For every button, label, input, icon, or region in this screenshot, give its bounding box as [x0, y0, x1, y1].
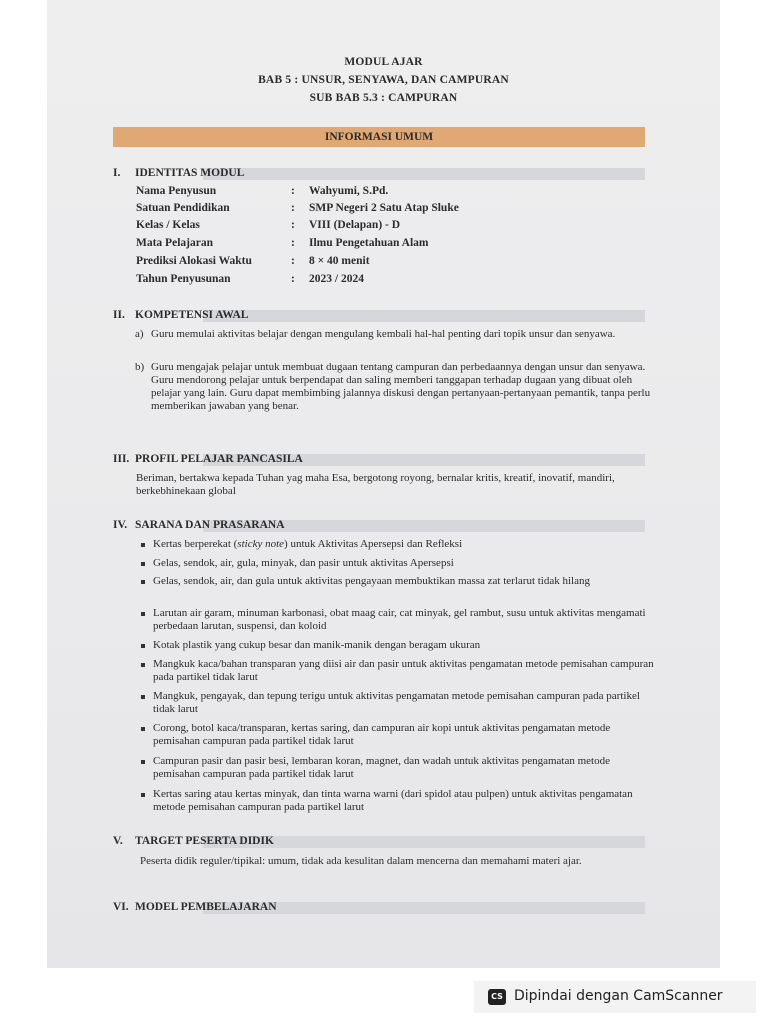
subchapter-title: SUB BAB 5.3 : CAMPURAN	[309, 92, 458, 104]
bullet-icon	[141, 580, 145, 584]
section-target-peserta	[113, 834, 645, 848]
section-number: II.	[113, 309, 125, 321]
section-number: VI.	[113, 901, 129, 913]
identitas-colon: :	[291, 185, 295, 197]
section-sarana-prasarana	[113, 518, 645, 532]
section-profil-pelajar	[113, 452, 645, 466]
bullet-icon	[141, 727, 145, 731]
sarana-text: Larutan air garam, minuman karbonasi, obat maag cair, cat minyak, gel rambut, susu untuk aktivitas mengamati perbedaan larutan, suspensi, dan koloid	[153, 607, 646, 632]
sarana-text: Mangkuk kaca/bahan transparan yang diisi air dan pasir untuk aktivitas pengamatan metode pemisahan campuran pada partikel tidak larut	[153, 658, 654, 683]
bullet-icon	[141, 612, 145, 616]
sarana-text: Kotak plastik yang cukup besar dan manik-manik dengan beragam ukuran	[153, 639, 481, 651]
identitas-value: 8 × 40 menit	[309, 255, 370, 267]
section-title: IDENTITAS MODUL	[135, 167, 245, 179]
section-number: I.	[113, 167, 121, 179]
kompetensi-text: Guru memulai aktivitas belajar dengan mengulang kembali hal-hal penting dari topik unsur dan senyawa.	[151, 328, 616, 340]
list-marker: a)	[135, 328, 144, 340]
identitas-value: 2023 / 2024	[309, 273, 364, 285]
sarana-text: Gelas, sendok, air, gula, minyak, dan pasir untuk aktivitas Apersepsi	[153, 557, 454, 569]
bullet-icon	[141, 695, 145, 699]
sticky-note-term: sticky note	[237, 538, 285, 550]
sarana-text: Kertas berperekat (sticky note) untuk Aktivitas Apersepsi dan Refleksi	[153, 538, 463, 550]
bullet-icon	[141, 793, 145, 797]
identitas-value: VIII (Delapan) - D	[309, 219, 401, 231]
sarana-text: Mangkuk, pengayak, dan tepung terigu untuk aktivitas pengamatan metode pemisahan campuran pada partikel tidak larut	[153, 690, 640, 715]
identitas-colon: :	[291, 255, 295, 267]
identitas-colon: :	[291, 219, 295, 231]
section-bar	[203, 310, 645, 322]
section-model-pembelajaran	[113, 900, 645, 914]
bullet-icon	[141, 543, 145, 547]
identitas-label: Satuan Pendidikan	[136, 202, 230, 214]
sarana-text: Campuran pasir dan pasir besi, lembaran koran, magnet, dan wadah untuk aktivitas pengamatan metode pemisahan campuran pada partikel tidak larut	[153, 755, 610, 780]
identitas-value: Ilmu Pengetahuan Alam	[309, 237, 429, 249]
module-title: MODUL AJAR	[344, 56, 423, 68]
identitas-label: Prediksi Alokasi Waktu	[136, 255, 252, 267]
section-identitas-modul	[113, 166, 645, 180]
section-number: III.	[113, 453, 130, 465]
scanned-page	[47, 0, 720, 968]
profil-text: Beriman, bertakwa kepada Tuhan yag maha Esa, bergotong royong, bernalar kritis, kreatif, inovatif, mandiri, berkebhinekaan global	[136, 472, 615, 497]
chapter-title: BAB 5 : UNSUR, SENYAWA, DAN CAMPURAN	[258, 74, 509, 86]
bullet-icon	[141, 760, 145, 764]
identitas-label: Mata Pelajaran	[136, 237, 213, 249]
sarana-text: Gelas, sendok, air, dan gula untuk aktivitas pengayaan membuktikan massa zat terlarut tidak hilang	[153, 575, 590, 587]
section-title: SARANA DAN PRASARANA	[135, 519, 285, 531]
section-title: TARGET PESERTA DIDIK	[135, 835, 274, 847]
sarana-text: Kertas saring atau kertas minyak, dan tinta warna warni (dari spidol atau pulpen) untuk aktivitas pengamatan metode pemisahan campuran pada partikel larut	[153, 788, 633, 813]
bullet-icon	[141, 644, 145, 648]
bullet-icon	[141, 562, 145, 566]
section-title: MODEL PEMBELAJARAN	[135, 901, 277, 913]
identitas-colon: :	[291, 273, 295, 285]
identitas-colon: :	[291, 237, 295, 249]
bullet-icon	[141, 663, 145, 667]
section-number: IV.	[113, 519, 128, 531]
identitas-value: SMP Negeri 2 Satu Atap Sluke	[309, 202, 459, 214]
list-marker: b)	[135, 361, 145, 373]
section-number: V.	[113, 835, 123, 847]
camscanner-watermark	[474, 981, 756, 1013]
identitas-label: Nama Penyusun	[136, 185, 217, 197]
identitas-label: Kelas / Kelas	[136, 219, 200, 231]
section-bar	[203, 168, 645, 180]
section-kompetensi-awal	[113, 308, 645, 322]
camscanner-text: Dipindai dengan CamScanner	[514, 988, 723, 1004]
section-title: KOMPETENSI AWAL	[135, 309, 249, 321]
section-title: PROFIL PELAJAR PANCASILA	[135, 453, 303, 465]
target-text: Peserta didik reguler/tipikal: umum, tidak ada kesulitan dalam mencerna dan memahami materi ajar.	[140, 855, 582, 867]
identitas-label: Tahun Penyusunan	[136, 273, 231, 285]
info-umum-banner: INFORMASI UMUM	[113, 127, 645, 147]
kompetensi-text: Guru mengajak pelajar untuk membuat dugaan tentang campuran dan perbedaannya dengan unsur dan senyawa. Guru mendorong pelajar untuk berpendapat dan saling memberi tanggapan terhadap dugaan yang dibuat oleh pelajar yang lain. Guru dapat membimbing jalannya diskusi dengan pertanyaan-pertanyaan pemantik, tanpa perlu memberikan jawaban yang benar.	[151, 361, 651, 412]
identitas-value: Wahyumi, S.Pd.	[309, 185, 389, 197]
camscanner-logo-icon: CS	[488, 989, 506, 1005]
identitas-colon: :	[291, 202, 295, 214]
sarana-text: Corong, botol kaca/transparan, kertas saring, dan campuran air kopi untuk aktivitas pengamatan metode pemisahan campuran pada partikel tidak larut	[153, 722, 611, 747]
